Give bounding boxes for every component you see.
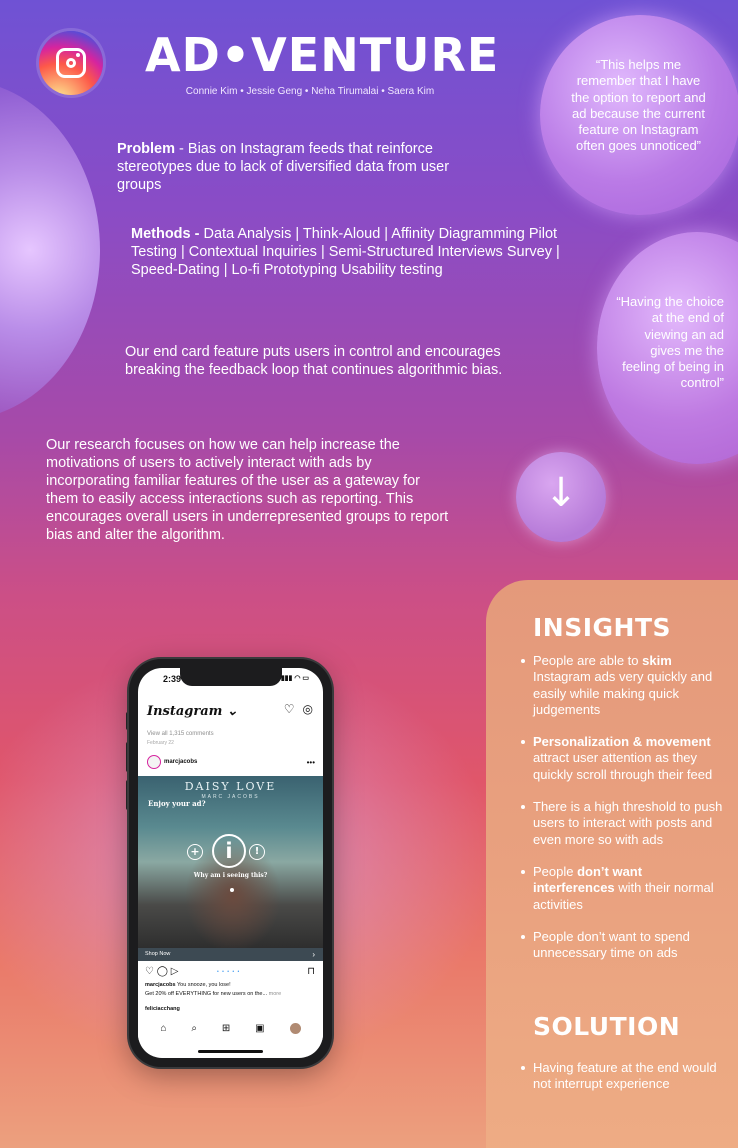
post-caption (145, 982, 231, 988)
carousel-dots: • • • • • (217, 969, 241, 975)
methods-text: Data Analysis | Think-Aloud | Affinity Diagramming Pilot Testing | Contextual Inquiries | Semi-Structured Interviews Survey | Speed-Dating | Lo-fi Prototyping Usability testing (131, 226, 560, 278)
solution-list (533, 1060, 723, 1109)
insight-item (533, 653, 723, 718)
header-icons (276, 702, 313, 716)
insight-item (533, 929, 723, 962)
instagram-wordmark[interactable]: Instagram ⌄ (147, 704, 238, 719)
add-post-icon[interactable]: ⊞ (221, 1022, 231, 1034)
ad-image (138, 776, 323, 948)
insights-heading: INSIGHTS (533, 613, 672, 642)
insight-text: People don’t want to spend unnecessary time on ads (533, 928, 690, 961)
caption-more-link[interactable]: more (267, 991, 282, 997)
phone-mockup (129, 659, 332, 1067)
insight-text: People are able to (533, 653, 643, 668)
post-username[interactable]: marcjacobs (164, 759, 198, 765)
post-actions (145, 966, 315, 978)
camera-dot-icon (76, 53, 80, 57)
methods-statement (131, 225, 601, 279)
bookmark-icon[interactable]: ⊓ (307, 966, 315, 977)
more-options-icon[interactable]: ••• (306, 758, 315, 767)
insight-emphasis: don’t want interferences (533, 863, 643, 896)
caption-text: You snooze, you lose! (175, 982, 231, 988)
why-am-i-seeing-this-link[interactable]: Why am i seeing this? (193, 872, 268, 879)
home-indicator (198, 1050, 263, 1053)
comments-link[interactable]: View all 1,315 comments (147, 731, 214, 737)
ad-brand: DAISY LOVE (184, 780, 277, 793)
instagram-header (147, 702, 313, 720)
post-header (147, 755, 315, 771)
authors-line: Connie Kim • Jessie Geng • Neha Tirumalai • Saera Kim (185, 86, 435, 97)
research-statement: Our research focuses on how we can help increase the motivations of users to actively interact with ads by incorporating familiar features of the user as a gateway for them to easily access interactions such as reporting. This encourages overall users in underrepresented groups to report bias and alter the algorithm. (46, 437, 449, 543)
problem-text: - Bias on Instagram feeds that reinforce stereotypes due to lack of diversified data from user groups (117, 141, 450, 193)
phone-notch (180, 668, 282, 686)
problem-statement (117, 140, 497, 194)
heart-icon[interactable]: ♡ (283, 702, 295, 716)
insight-item (533, 799, 723, 848)
instagram-logo-icon (39, 31, 103, 95)
chevron-right-icon: › (312, 950, 315, 959)
status-time: 2:39 (163, 674, 182, 684)
scroll-down-indicator (516, 452, 606, 542)
end-card-statement: Our end card feature puts users in control and encourages breaking the feedback loop that continues algorithmic bias. (125, 344, 503, 378)
report-icon[interactable]: ! (249, 844, 265, 860)
next-post-username[interactable]: feliciacchang (145, 1006, 180, 1012)
ad-dot (230, 888, 234, 892)
search-icon[interactable]: ⌕ (191, 1022, 197, 1034)
caption-offer: Get 20% off EVERYTHING for new users on the... (145, 991, 268, 997)
ad-question: Enjoy your ad? (148, 799, 206, 808)
shop-now-label: Shop Now (145, 951, 171, 957)
ad-subbrand: MARC JACOBS (201, 794, 260, 800)
insight-text: with their normal activities (533, 880, 714, 912)
plus-icon[interactable]: + (187, 844, 203, 860)
status-icons: ▮▮▮ ◠ ▭ (280, 675, 309, 682)
solution-item: Having feature at the end would not interrupt experience (533, 1060, 723, 1093)
messenger-icon[interactable]: ◎ (302, 702, 313, 716)
camera-outline-icon (56, 48, 86, 78)
insights-list (533, 653, 723, 977)
info-icon[interactable]: i (212, 834, 246, 868)
insight-text: There is a high threshold to push users to interact with posts and even more so with ads (533, 799, 723, 847)
phone-screen (138, 668, 323, 1058)
home-icon[interactable]: ⌂ (160, 1022, 167, 1034)
post-caption-line (145, 991, 281, 997)
shop-now-button[interactable] (138, 948, 323, 961)
arrow-down-icon: ↓ (544, 470, 578, 516)
shop-icon[interactable]: ▣ (255, 1022, 265, 1034)
insight-text: attract user attention as they quickly scroll through their feed (533, 750, 713, 782)
insight-emphasis: Personalization & movement (533, 734, 711, 750)
insight-item (533, 864, 723, 913)
solution-heading: SOLUTION (533, 1012, 681, 1041)
methods-label: Methods - (131, 226, 204, 242)
decorative-orb (0, 80, 100, 420)
insight-item (533, 734, 723, 783)
caption-username[interactable]: marcjacobs (145, 982, 176, 988)
user-quote: “Having the choice at the end of viewing an ad gives me the feeling of being in control” (616, 294, 724, 391)
profile-avatar[interactable] (290, 1023, 301, 1034)
bottom-nav (138, 1016, 323, 1040)
poster-title: AD•VENTURE (145, 28, 500, 82)
insight-emphasis: skim (642, 653, 672, 668)
camera-lens-icon (66, 58, 76, 68)
problem-label: Problem (117, 141, 176, 157)
like-comment-share-icons[interactable]: ♡ ◯ ▷ (145, 966, 179, 977)
user-quote: “This helps me remember that I have the option to report and ad because the current feature on Instagram often goes unnoticed” (571, 57, 706, 154)
insight-text: People (533, 863, 578, 879)
post-date: February 22 (147, 740, 174, 746)
avatar[interactable] (147, 755, 161, 769)
insight-text: Instagram ads very quickly and easily while making quick judgements (533, 669, 713, 717)
